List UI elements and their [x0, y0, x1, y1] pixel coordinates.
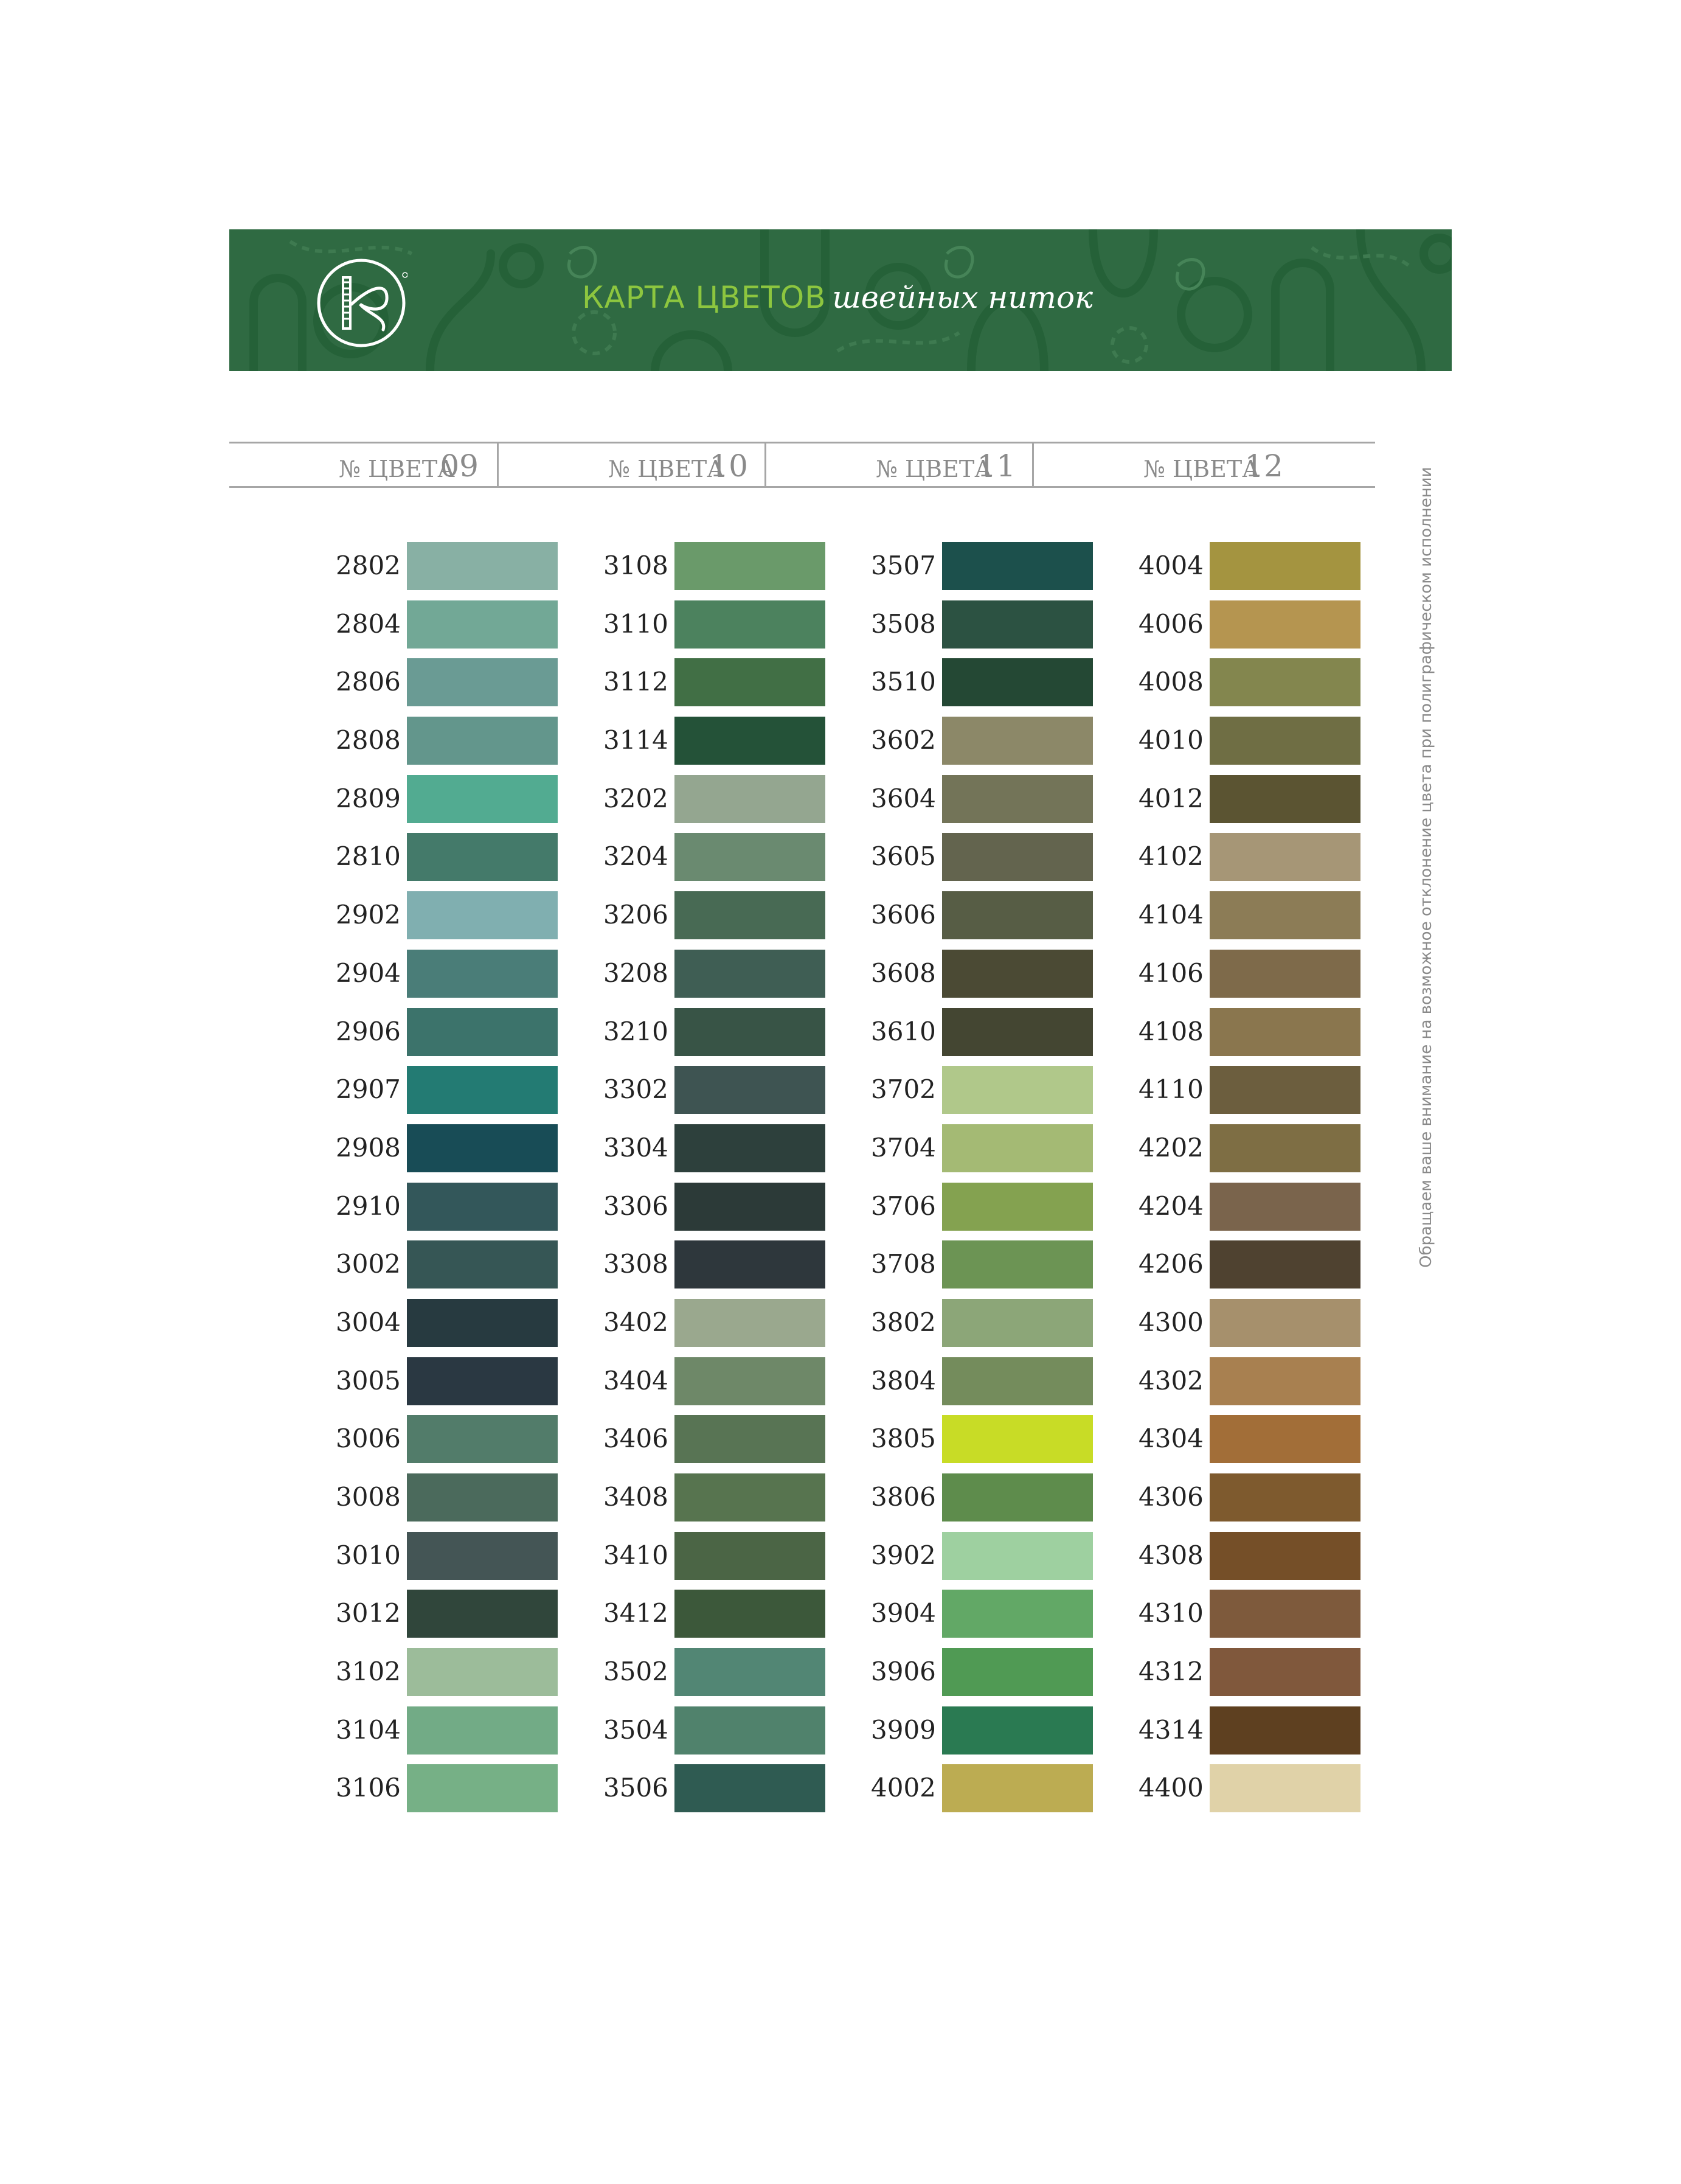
color-code: 4306: [1139, 1482, 1204, 1512]
color-swatch: [1210, 1357, 1360, 1405]
swatch-row: [497, 1415, 764, 1473]
swatch-row: [1032, 717, 1300, 775]
color-code: 3006: [336, 1424, 401, 1454]
swatch-row: [229, 1532, 497, 1590]
swatch-row: [764, 1590, 1032, 1648]
color-swatch: [1210, 1066, 1360, 1114]
swatch-row: [764, 891, 1032, 950]
column-header-bar: [229, 442, 1375, 488]
color-code: 3510: [871, 667, 936, 697]
column-header-11: [764, 443, 1034, 486]
swatch-row: [229, 1066, 497, 1124]
swatch-row: [764, 1183, 1032, 1241]
color-code: 4308: [1139, 1540, 1204, 1570]
color-code: 3210: [603, 1016, 668, 1046]
swatch-row: [497, 717, 764, 775]
color-code: 3106: [336, 1773, 401, 1803]
swatch-row: [1032, 1473, 1300, 1532]
color-code: 3506: [603, 1773, 668, 1803]
swatch-row: [1032, 600, 1300, 659]
color-code: 4108: [1139, 1016, 1204, 1046]
color-code: 3806: [871, 1482, 936, 1512]
swatch-row: [497, 542, 764, 600]
swatch-row: [1032, 1532, 1300, 1590]
swatch-row: [1032, 1590, 1300, 1648]
swatch-row: [497, 1357, 764, 1416]
color-code: 4106: [1139, 958, 1204, 988]
swatch-row: [229, 1415, 497, 1473]
color-code: 3302: [603, 1074, 668, 1105]
color-code: 3404: [603, 1365, 668, 1396]
color-code: 4102: [1139, 841, 1204, 872]
column-header-number: 12: [1244, 448, 1283, 484]
color-swatch: [1210, 542, 1360, 590]
swatch-row: [764, 717, 1032, 775]
swatch-column-12: [1032, 542, 1300, 1823]
color-code: 2802: [336, 551, 401, 580]
swatch-row: [229, 1706, 497, 1765]
swatch-row: [229, 1124, 497, 1183]
swatch-row: [497, 658, 764, 717]
column-header-12: [1032, 443, 1301, 486]
color-code: 3606: [871, 900, 936, 930]
color-code: 3605: [871, 841, 936, 872]
swatch-row: [229, 1764, 497, 1823]
swatch-row: [764, 1008, 1032, 1066]
color-swatch: [1210, 1008, 1360, 1056]
swatch-row: [497, 1706, 764, 1765]
color-code: 3112: [603, 667, 668, 697]
swatch-row: [1032, 1240, 1300, 1299]
color-swatch: [1210, 775, 1360, 823]
color-swatch: [1210, 1532, 1360, 1580]
swatch-row: [497, 950, 764, 1008]
swatch-row: [1032, 1357, 1300, 1416]
swatch-row: [764, 1648, 1032, 1706]
swatch-row: [497, 1183, 764, 1241]
column-header-09: [229, 443, 497, 486]
swatch-row: [497, 1473, 764, 1532]
swatch-row: [229, 658, 497, 717]
color-swatch: [1210, 1648, 1360, 1696]
color-code: 2809: [336, 783, 401, 813]
color-code: 2808: [336, 725, 401, 756]
swatch-row: [1032, 1415, 1300, 1473]
color-code: 4400: [1139, 1773, 1204, 1803]
color-code: 4314: [1139, 1714, 1204, 1745]
page-title: [582, 273, 1093, 322]
swatch-row: [229, 1299, 497, 1357]
swatch-row: [1032, 891, 1300, 950]
swatch-row: [764, 1066, 1032, 1124]
swatch-column-10: [497, 542, 764, 1823]
brand-logo-icon: [315, 257, 407, 349]
color-code: 2906: [336, 1016, 401, 1046]
color-swatch: [1210, 1183, 1360, 1231]
color-code: 3507: [871, 551, 936, 580]
color-code: 4008: [1139, 667, 1204, 697]
swatch-row: [229, 1357, 497, 1416]
color-code: 3805: [871, 1424, 936, 1454]
color-code: 4312: [1139, 1657, 1204, 1687]
color-code: 4104: [1139, 900, 1204, 930]
swatch-row: [1032, 775, 1300, 833]
color-code: 3704: [871, 1132, 936, 1163]
color-code: 3012: [336, 1598, 401, 1629]
swatch-row: [497, 1648, 764, 1706]
color-code: 3904: [871, 1598, 936, 1629]
swatch-row: [229, 775, 497, 833]
color-code: 3604: [871, 783, 936, 813]
color-code: 3412: [603, 1598, 668, 1629]
swatch-row: [497, 891, 764, 950]
column-header-number: 11: [977, 448, 1016, 484]
color-code: 2907: [336, 1074, 401, 1105]
swatch-row: [229, 891, 497, 950]
color-code: 4300: [1139, 1307, 1204, 1337]
swatch-row: [1032, 1764, 1300, 1823]
color-code: 4302: [1139, 1365, 1204, 1396]
swatch-row: [764, 1357, 1032, 1416]
swatch-row: [1032, 1066, 1300, 1124]
color-code: 4202: [1139, 1132, 1204, 1163]
swatch-row: [1032, 950, 1300, 1008]
color-code: 2806: [336, 667, 401, 697]
color-code: 2902: [336, 900, 401, 930]
color-code: 3502: [603, 1657, 668, 1687]
swatch-row: [229, 1590, 497, 1648]
color-code: 3408: [603, 1482, 668, 1512]
color-code: 4012: [1139, 783, 1204, 813]
color-code: 3308: [603, 1249, 668, 1279]
swatch-row: [497, 775, 764, 833]
column-header-label: № ЦВЕТА: [339, 456, 455, 482]
swatch-row: [229, 600, 497, 659]
swatch-row: [1032, 1299, 1300, 1357]
swatch-row: [497, 600, 764, 659]
color-code: 3202: [603, 783, 668, 813]
color-swatch: [1210, 891, 1360, 939]
color-swatch: [1210, 1240, 1360, 1288]
color-code: 4310: [1139, 1598, 1204, 1629]
swatch-row: [229, 542, 497, 600]
swatch-row: [1032, 833, 1300, 891]
color-code: 3706: [871, 1191, 936, 1221]
color-code: 3008: [336, 1482, 401, 1512]
swatch-row: [1032, 1124, 1300, 1183]
swatch-row: [229, 950, 497, 1008]
color-code: 2804: [336, 608, 401, 639]
swatch-row: [764, 833, 1032, 891]
color-code: 3702: [871, 1074, 936, 1105]
swatch-row: [1032, 1648, 1300, 1706]
swatch-row: [497, 1008, 764, 1066]
column-header-number: 10: [709, 448, 748, 484]
color-code: 3508: [871, 608, 936, 639]
color-swatch: [1210, 1299, 1360, 1347]
color-swatch: [1210, 1590, 1360, 1638]
color-code: 3005: [336, 1365, 401, 1396]
color-code: 3802: [871, 1307, 936, 1337]
column-header-label: № ЦВЕТА: [876, 456, 992, 482]
swatch-row: [497, 1590, 764, 1648]
color-code: 3110: [603, 608, 668, 639]
column-header-label: № ЦВЕТА: [1143, 456, 1260, 482]
swatch-row: [497, 1124, 764, 1183]
swatch-row: [1032, 542, 1300, 600]
color-swatch: [1210, 717, 1360, 765]
swatch-row: [764, 600, 1032, 659]
color-swatch: [1210, 833, 1360, 881]
swatch-row: [764, 1706, 1032, 1765]
color-code: 3114: [603, 725, 668, 756]
color-code: 3902: [871, 1540, 936, 1570]
swatch-row: [764, 1240, 1032, 1299]
color-code: 2810: [336, 841, 401, 872]
swatch-row: [764, 658, 1032, 717]
color-code: 4304: [1139, 1424, 1204, 1454]
title-sub: швейных ниток: [832, 280, 1093, 315]
column-header-number: 09: [440, 448, 479, 484]
swatch-row: [229, 1648, 497, 1706]
color-code: 3208: [603, 958, 668, 988]
color-code: 3504: [603, 1714, 668, 1745]
print-disclaimer: Обращаем ваше внимание на возможное отклонение цвета при полиграфическом исполнении: [1417, 467, 1435, 1268]
swatch-row: [497, 1764, 764, 1823]
color-code: 3004: [336, 1307, 401, 1337]
color-swatch: [1210, 1764, 1360, 1812]
color-swatch: [1210, 600, 1360, 649]
swatch-row: [229, 1473, 497, 1532]
swatch-row: [229, 717, 497, 775]
color-code: 3602: [871, 725, 936, 756]
swatch-row: [1032, 658, 1300, 717]
color-code: 3304: [603, 1132, 668, 1163]
title-main: КАРТА ЦВЕТОВ: [582, 280, 827, 315]
swatch-row: [497, 1240, 764, 1299]
swatch-row: [764, 1532, 1032, 1590]
swatch-row: [1032, 1008, 1300, 1066]
color-code: 4010: [1139, 725, 1204, 756]
swatch-row: [764, 1299, 1032, 1357]
color-code: 4004: [1139, 551, 1204, 580]
color-code: 3102: [336, 1657, 401, 1687]
color-code: 3906: [871, 1657, 936, 1687]
color-code: 3206: [603, 900, 668, 930]
color-code: 4204: [1139, 1191, 1204, 1221]
color-code: 3204: [603, 841, 668, 872]
color-code: 3410: [603, 1540, 668, 1570]
color-code: 4110: [1139, 1074, 1204, 1105]
color-code: 3104: [336, 1714, 401, 1745]
color-swatch: [1210, 950, 1360, 998]
color-code: 4002: [871, 1773, 936, 1803]
color-code: 3708: [871, 1249, 936, 1279]
swatch-row: [764, 950, 1032, 1008]
swatch-row: [764, 542, 1032, 600]
color-code: 3002: [336, 1249, 401, 1279]
swatch-row: [764, 775, 1032, 833]
color-swatch: [1210, 658, 1360, 706]
color-code: 3306: [603, 1191, 668, 1221]
color-code: 2910: [336, 1191, 401, 1221]
swatch-row: [764, 1764, 1032, 1823]
column-header-label: № ЦВЕТА: [608, 456, 724, 482]
column-header-10: [497, 443, 766, 486]
swatch-column-11: [764, 542, 1032, 1823]
swatch-row: [497, 1532, 764, 1590]
color-code: 4006: [1139, 608, 1204, 639]
color-code: 3402: [603, 1307, 668, 1337]
header-banner: [229, 229, 1452, 371]
swatch-row: [764, 1124, 1032, 1183]
color-code: 3610: [871, 1016, 936, 1046]
swatch-row: [764, 1473, 1032, 1532]
swatch-row: [497, 1299, 764, 1357]
color-swatch: [1210, 1124, 1360, 1172]
swatch-row: [229, 833, 497, 891]
color-swatch: [1210, 1473, 1360, 1521]
swatch-row: [1032, 1706, 1300, 1765]
swatch-row: [497, 1066, 764, 1124]
color-swatch: [1210, 1706, 1360, 1755]
color-swatch: [1210, 1415, 1360, 1463]
swatch-row: [229, 1240, 497, 1299]
color-code: 3406: [603, 1424, 668, 1454]
swatch-row: [764, 1415, 1032, 1473]
color-code: 3010: [336, 1540, 401, 1570]
color-code: 2908: [336, 1132, 401, 1163]
color-code: 3108: [603, 551, 668, 580]
swatch-row: [229, 1008, 497, 1066]
swatch-row: [497, 833, 764, 891]
color-code: 2904: [336, 958, 401, 988]
color-code: 3608: [871, 958, 936, 988]
swatch-row: [1032, 1183, 1300, 1241]
color-code: 3909: [871, 1714, 936, 1745]
color-code: 4206: [1139, 1249, 1204, 1279]
swatch-column-09: [229, 542, 497, 1823]
color-code: 3804: [871, 1365, 936, 1396]
swatch-row: [229, 1183, 497, 1241]
